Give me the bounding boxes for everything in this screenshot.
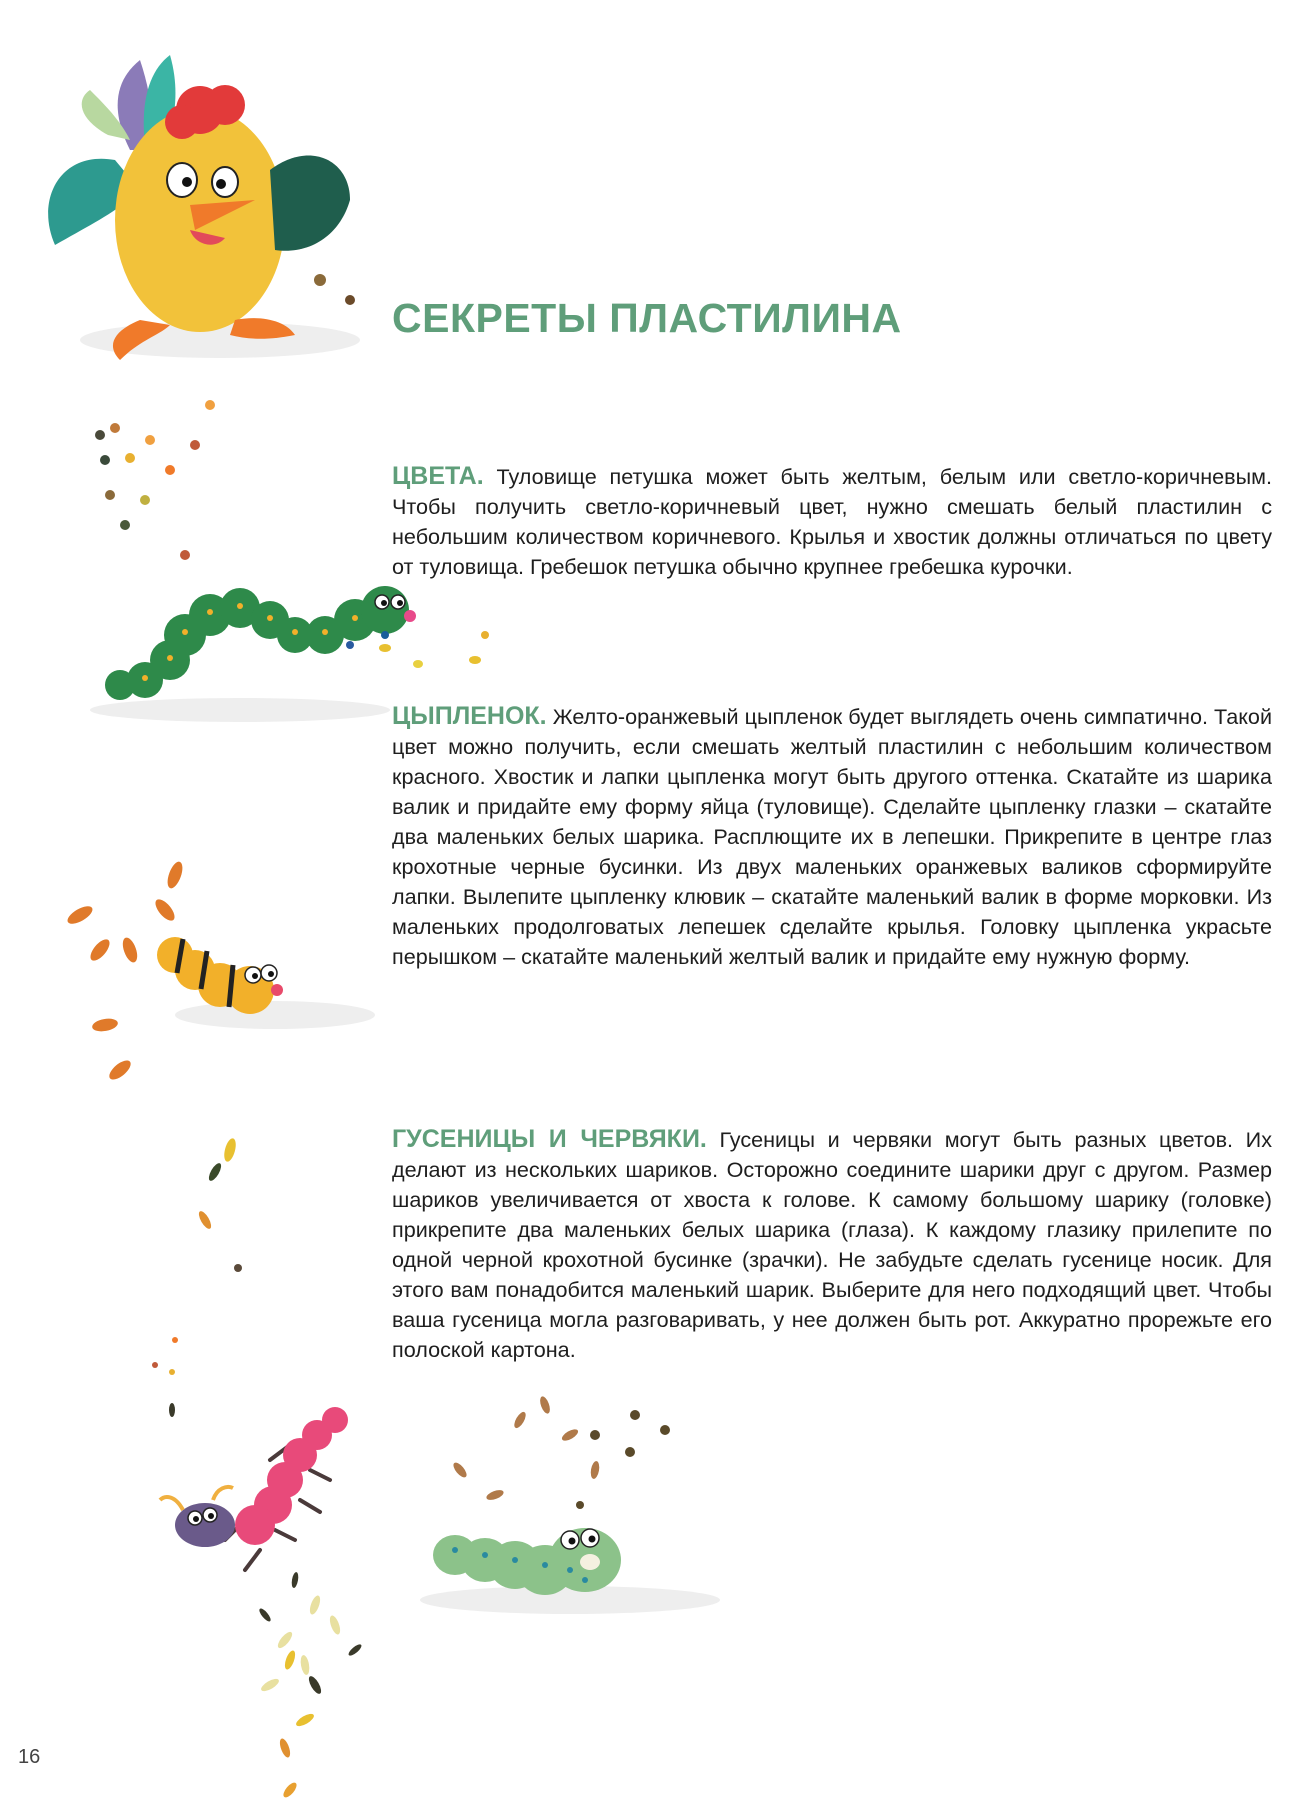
section-text: Желто-оранжевый цыпленок будет выглядеть очень симпатично. Такой цвет можно получить, если смешать желтый пластилин с небольшим количеством красного. Хвостик и лапки цыпленка могут быть другого оттенка. Скатайте из шарика валик и придайте ему форму яйца (туловище). Сделайте цыпленку глазки – скатайте два маленьких белых шарика. Расплющите их в лепешки. Прикрепите в центре глаз крохотные черные бусинки. Из двух маленьких оранжевых валиков сформируйте лапки. Вылепите цыпленку клювик – скатайте маленький валик в форме морковки. Из маленьких продолговатых лепешек сделайте крылья. Головку цыпленка украсьте перышком – скатайте маленький желтый валик и придайте ему нужную форму. [392,704,1273,969]
section-caterpillars [392,1124,1272,1365]
bee-caterpillar-illustration [55,855,385,1095]
section-colors [392,461,1272,582]
section-heading: ЦВЕТА. [392,462,484,490]
page-number: 16 [18,1746,41,1768]
light-green-caterpillar-illustration [420,1390,740,1630]
section-text: Туловище петушка может быть желтым, белым или светло-коричневым. Чтобы получить светло-коричневый цвет, нужно смешать белый пластилин с небольшим количеством коричневого. Крылья и хвостик должны отличаться по цвету от туловища. Гребешок петушка обычно крупнее гребешка курочки. [392,464,1272,579]
rooster-illustration [20,40,400,370]
seeds-decoration-4 [260,1640,360,1800]
section-chick [392,701,1272,972]
section-text: Гусеницы и червяки могут быть разных цветов. Их делают из нескольких шариков. Осторожно соедините шарики друг с другом. Размер шариков увеличивается от хвоста к голове. К самому большому шарику (головке) прикрепите два маленьких белых шарика (глаза). К каждому глазику прилепите по одной черной крохотной бусинке (зрачки). Не забудьте сделать гусенице носик. Для этого вам понадобится маленький шарик. Выберите для него подходящий цвет. Чтобы ваша гусеница могла разговаривать, у нее должен быть рот. Аккуратно прорежьте его полоской картона. [392,1127,1272,1362]
section-heading: ЦЫПЛЕНОК. [392,702,547,730]
section-heading: ГУСЕНИЦЫ И ЧЕРВЯКИ. [392,1125,707,1153]
seeds-decoration [80,390,260,570]
seeds-decoration-2 [370,630,500,680]
page-title: СЕКРЕТЫ ПЛАСТИЛИНА [392,295,902,341]
seeds-decoration-3 [120,1140,260,1420]
